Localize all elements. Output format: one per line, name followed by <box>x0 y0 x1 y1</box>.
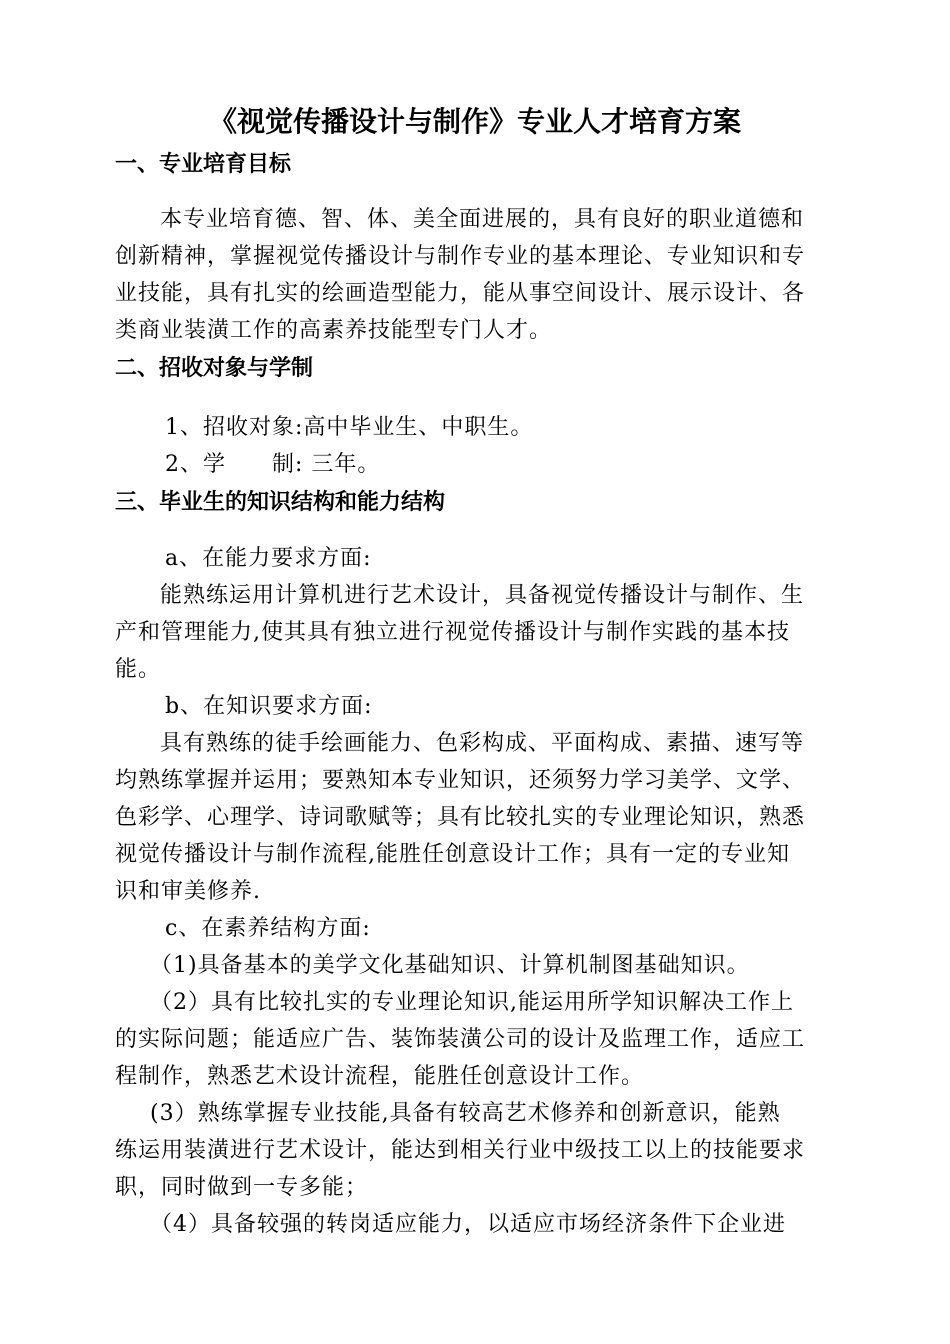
paragraph-line: 本专业培育德、智、体、美全面进展的，具有良好的职业道德和 <box>160 207 805 232</box>
paragraph-line: （2）具有比较扎实的专业理论知识,能运用所学知识解决工作上 <box>150 990 794 1015</box>
section-heading-3: 三、毕业生的知识结构和能力结构 <box>115 489 446 515</box>
paragraph-line: 色彩学、心理学、诗词歌赋等；具有比较扎实的专业理论知识，熟悉 <box>115 805 806 830</box>
section-heading-2: 二、招收对象与学制 <box>115 355 314 381</box>
paragraph-line: b、在知识要求方面: <box>165 694 373 719</box>
paragraph-line: 2、学 制: 三年。 <box>165 452 381 477</box>
paragraph-line: 程制作，熟悉艺术设计流程，能胜任创意设计工作。 <box>115 1064 645 1089</box>
paragraph-line: 均熟练掌握并运用；要熟知本专业知识，还须努力学习美学、文学、 <box>115 768 806 793</box>
paragraph-line: 产和管理能力,使其具有独立进行视觉传播设计与制作实践的基本技 <box>115 620 790 645</box>
paragraph-line: （4）具备较强的转岗适应能力，以适应市场经济条件下企业进 <box>150 1212 786 1237</box>
paragraph-line: c、在素养结构方面: <box>165 916 371 941</box>
paragraph-line: 的实际问题；能适应广告、装饰装潢公司的设计及监理工作，适应工 <box>115 1027 806 1052</box>
paragraph-line: 能熟练运用计算机进行艺术设计，具备视觉传播设计与制作、生 <box>160 583 805 608</box>
paragraph-line: 能。 <box>115 657 162 682</box>
document-title: 《视觉传播设计与制作》专业人才培育方案 <box>208 105 741 138</box>
paragraph-line: (3）熟练掌握专业技能,具备有较高艺术修养和创新意识，能熟 <box>150 1101 781 1126</box>
paragraph-line: 1、招收对象:高中毕业生、中职生。 <box>165 415 534 440</box>
paragraph-line: 视觉传播设计与制作流程,能胜任创意设计工作；具有一定的专业知 <box>115 842 790 867</box>
paragraph-line: 创新精神，掌握视觉传播设计与制作专业的基本理论、专业知识和专 <box>115 244 806 269</box>
paragraph-line: 职，同时做到一专多能； <box>115 1175 369 1200</box>
paragraph-line: 具有熟练的徒手绘画能力、色彩构成、平面构成、素描、速写等 <box>160 731 805 756</box>
paragraph-line: 业技能，具有扎实的绘画造型能力，能从事空间设计、展示设计、各 <box>115 281 806 306</box>
paragraph-line: 练运用装潢进行艺术设计，能达到相关行业中级技工以上的技能要求 <box>115 1138 806 1163</box>
paragraph-line: 类商业装潢工作的高素养技能型专门人才。 <box>115 318 553 343</box>
paragraph-line: a、在能力要求方面: <box>165 546 372 571</box>
paragraph-line: 识和审美修养. <box>115 879 261 904</box>
paragraph-line: （1)具备基本的美学文化基础知识、计算机制图基础知识。 <box>150 953 750 978</box>
section-heading-1: 一、专业培育目标 <box>115 151 292 177</box>
